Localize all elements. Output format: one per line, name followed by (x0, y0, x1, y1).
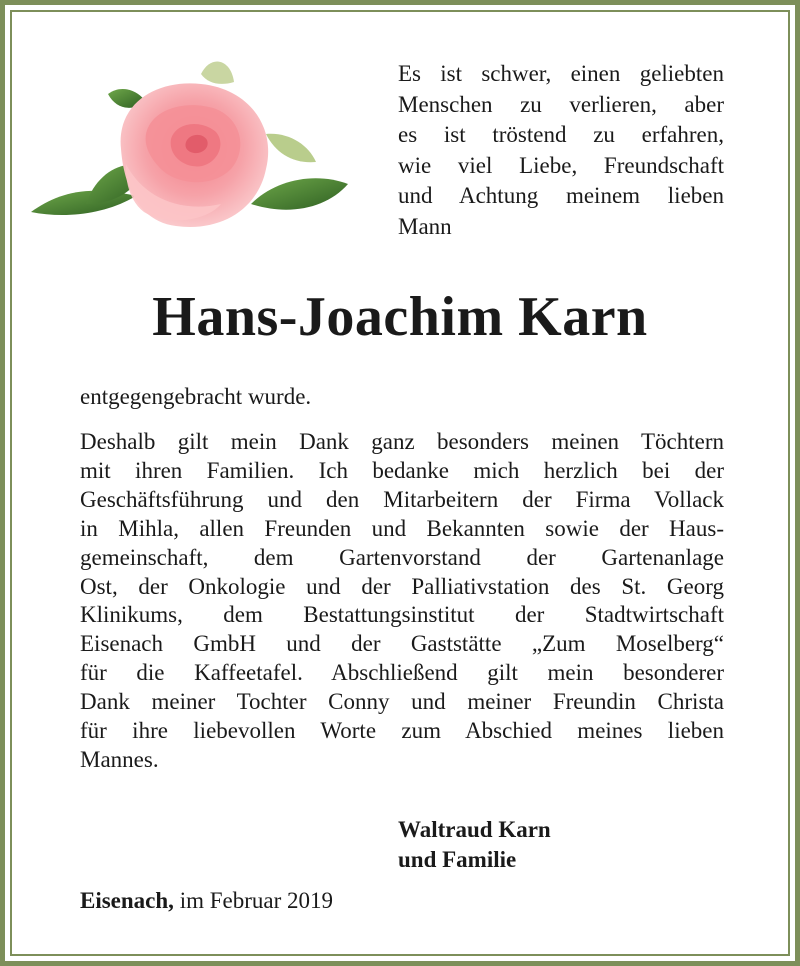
body-line: Klinikums, dem Bestattungsinstitut der Stadtwirtschaft (80, 602, 724, 628)
body-line: Dank meiner Tochter Conny und meiner Freundin Christa (80, 689, 724, 715)
body-line: in Mihla, allen Freunden und Bekannten sowie der Haus- (80, 515, 724, 541)
signature-name: Waltraud Karn (398, 817, 551, 842)
rose-image (26, 54, 356, 234)
place: Eisenach, (80, 888, 174, 913)
body-line: Ost, der Onkologie und der Palliativstation des St. Georg (80, 573, 724, 599)
place-date (80, 888, 333, 914)
deceased-name: Hans-Joachim Karn (152, 286, 648, 348)
thank-you-text (80, 428, 724, 775)
quote-line: Menschen zu verlieren, aber (398, 91, 724, 117)
body-line: gemeinschaft, dem Gartenvorstand der Gartenanlage (80, 544, 724, 570)
condolence-quote (398, 59, 724, 242)
body-line: Deshalb gilt mein Dank ganz besonders meinen Töchtern (80, 429, 724, 454)
signature-family: und Familie (398, 847, 517, 872)
quote-line: Es ist schwer, einen geliebten (398, 61, 724, 86)
date: im Februar 2019 (173, 888, 333, 913)
body-line: Eisenach GmbH und der Gaststätte „Zum Moselberg“ (80, 631, 724, 657)
body-line: Mannes. (80, 746, 159, 772)
body-line: mit ihren Familien. Ich bedanke mich herzlich bei der (80, 457, 724, 483)
continuation-text: entgegengebracht wurde. (80, 384, 312, 409)
body-line: für ihre liebevollen Worte zum Abschied meines lieben (80, 718, 724, 744)
quote-line: es ist tröstend zu erfahren, (398, 122, 724, 147)
signature (398, 815, 551, 875)
quote-line: und Achtung meinem lieben (398, 183, 724, 208)
quote-line: Mann (398, 213, 452, 239)
body-line: für die Kaffeetafel. Abschließend gilt mein besonderer (80, 660, 724, 686)
quote-line: wie viel Liebe, Freundschaft (398, 152, 724, 178)
body-line: Geschäftsführung und den Mitarbeitern der Firma Vollack (80, 486, 724, 512)
